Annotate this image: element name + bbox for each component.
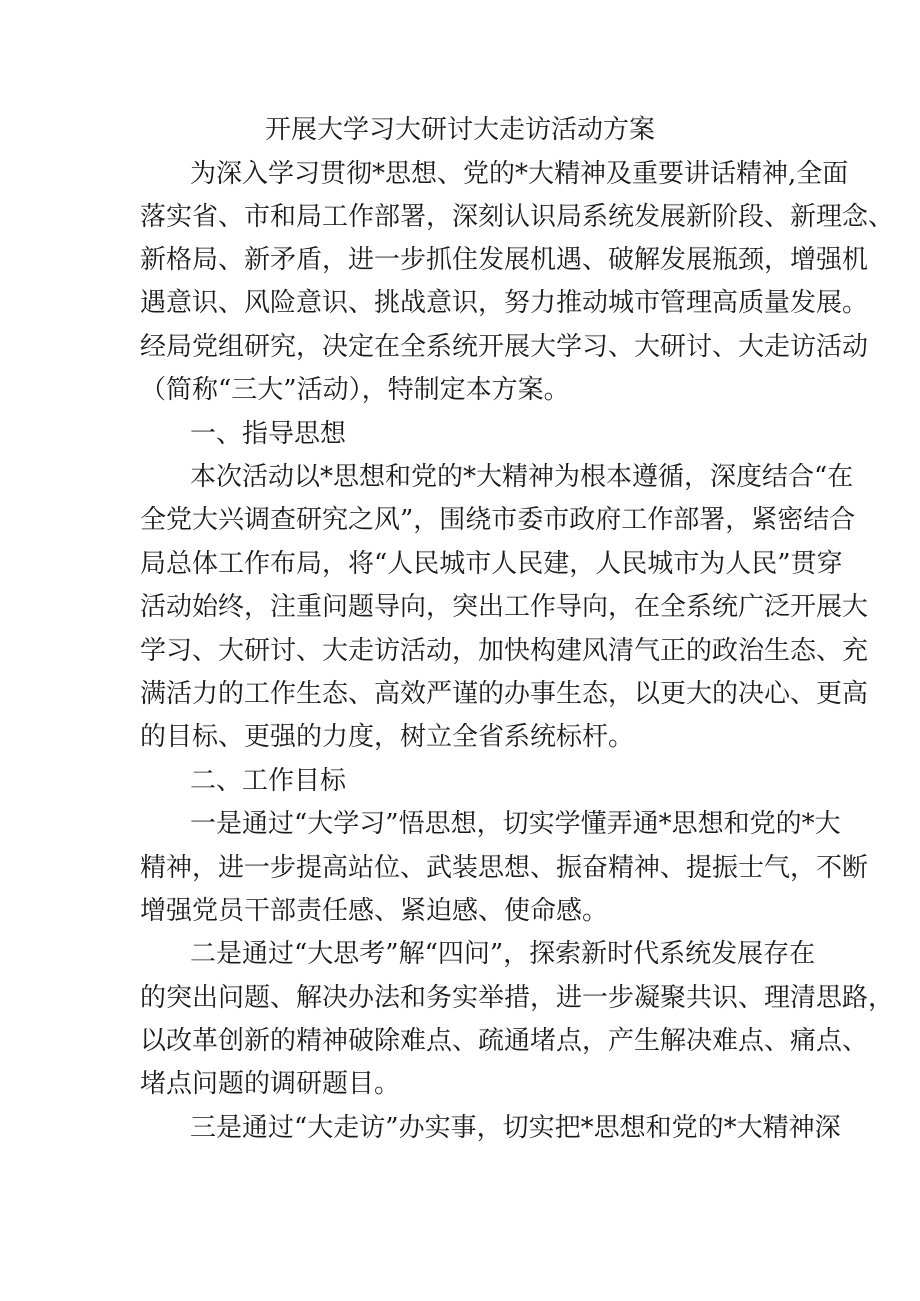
- section-heading: 一、指导思想: [190, 419, 347, 449]
- paragraph-line: 满活力的工作生态、高效严谨的办事生态，以更大的决心、更高: [140, 679, 869, 709]
- paragraph-line: 落实省、市和局工作部署，深刻认识局系统发展新阶段、新理念、: [140, 202, 895, 232]
- paragraph-line: （简称“三大”活动），特制定本方案。: [140, 375, 570, 405]
- paragraph-line: 增强党员干部责任感、紧迫感、使命感。: [140, 896, 609, 926]
- paragraph-line: 本次活动以*思想和党的*大精神为根本遵循，深度结合“在: [190, 462, 854, 492]
- paragraph-line: 三是通过“大走访”办实事，切实把*思想和党的*大精神深: [190, 1113, 841, 1143]
- paragraph-line: 新格局、新矛盾，进一步抓住发展机遇、破解发展瓶颈，增强机: [140, 245, 869, 275]
- section-heading: 二、工作目标: [190, 766, 347, 796]
- paragraph-line: 以改革创新的精神破除难点、疏通堵点，产生解决难点、痛点、: [140, 1026, 869, 1056]
- paragraph-line: 学习、大研讨、大走访活动，加快构建风清气正的政治生态、充: [140, 636, 869, 666]
- paragraph-line: 一是通过“大学习”悟思想，切实学懂弄通*思想和党的*大: [190, 809, 841, 839]
- paragraph-line: 精神，进一步提高站位、武装思想、振奋精神、提振士气，不断: [140, 853, 869, 883]
- paragraph-line: 全党大兴调查研究之风”，围绕市委市政府工作部署，紧密结合: [140, 505, 856, 535]
- paragraph-line: 活动始终，注重问题导向，突出工作导向，在全系统广泛开展大: [140, 592, 869, 622]
- paragraph-line: 的突出问题、解决办法和务实举措，进一步凝聚共识、理清思路，: [140, 983, 895, 1013]
- paragraph-line: 的目标、更强的力度，树立全省系统标杆。: [140, 722, 635, 752]
- paragraph-line: 为深入学习贯彻*思想、党的*大精神及重要讲话精神,全面: [190, 159, 849, 189]
- paragraph-line: 堵点问题的调研题目。: [140, 1069, 401, 1099]
- paragraph-line: 局总体工作布局，将“人民城市人民建，人民城市为人民”贯穿: [140, 549, 843, 579]
- paragraph-line: 遇意识、风险意识、挑战意识，努力推动城市管理高质量发展。: [140, 288, 869, 318]
- paragraph-line: 二是通过“大思考”解“四问”，探索新时代系统发展存在: [190, 939, 816, 969]
- document-title: 开展大学习大研讨大走访活动方案: [264, 115, 655, 145]
- paragraph-line: 经局党组研究，决定在全系统开展大学习、大研讨、大走访活动: [140, 332, 869, 362]
